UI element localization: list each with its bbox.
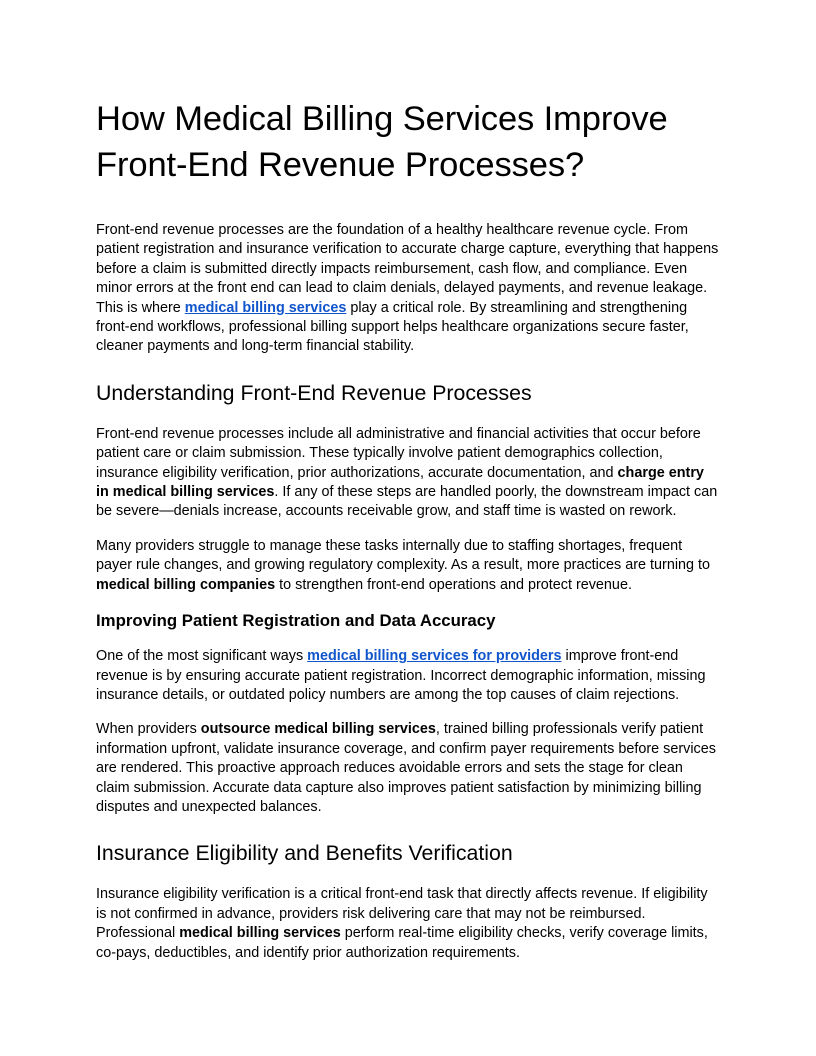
section2-paragraph-1 (96, 647, 720, 705)
title-line-2: Front-End Revenue Processes? (96, 146, 585, 184)
section3-p1-text-end: perform real-time eligibility checks, verify coverage limits, co-pays, deductibles, and identify prior authorization requirements. (96, 925, 708, 961)
section2-p2-text-start: When providers (96, 721, 201, 738)
section-heading-patient-registration: Improving Patient Registration and Data Accuracy (96, 611, 496, 631)
medical-billing-services-for-providers-link[interactable]: medical billing services for providers (307, 648, 562, 665)
section3-paragraph-1 (96, 885, 720, 963)
section2-p1-text-start: One of the most significant ways (96, 648, 308, 665)
section1-paragraph-2 (96, 537, 720, 595)
intro-text-start: Front-end revenue processes are the foundation of a healthy healthcare revenue cycle. From patient registration and insurance verification to accurate charge capture, everything that happens before a claim is submitted directly impacts reimbursement, cash flow, and compliance. Even minor errors at the front end can lead to claim denials, delayed payments, and revenue leakage. This is where (96, 222, 719, 316)
section2-paragraph-2 (96, 720, 720, 817)
section3-p1-text-start: Insurance eligibility verification is a critical front-end task that directly affects revenue. If eligibility is not confirmed in advance, providers risk delivering care that may not be reimbursed. Professional (96, 886, 708, 942)
section1-p2-bold: medical billing companies (96, 576, 276, 593)
page-title (96, 96, 720, 188)
intro-text-end: play a critical role. By streamlining and strengthening front-end workflows, professional billing support helps healthcare organizations secure faster, cleaner payments and long-term financial stability. (96, 299, 689, 355)
section1-paragraph-1 (96, 425, 720, 522)
section1-p2-text-end: to strengthen front-end operations and protect revenue. (275, 576, 632, 593)
section-heading-insurance-eligibility: Insurance Eligibility and Benefits Verification (96, 841, 513, 866)
section2-p2-text-end: , trained billing professionals verify patient information upfront, validate insurance coverage, and confirm payer requirements before services are rendered. This proactive approach reduces avoidable errors and sets the stage for clean claim submission. Accurate data capture also improves patient satisfaction by minimizing billing disputes and unexpected balances. (96, 721, 716, 815)
section3-p1-bold: medical billing services (179, 925, 341, 942)
section1-p1-text-start: Front-end revenue processes include all administrative and financial activities that occur before patient care or claim submission. These typically involve patient demographics collection, insurance eligibility verification, prior authorizations, accurate documentation, and (96, 425, 701, 481)
section1-p1-text-end: . If any of these steps are handled poorly, the downstream impact can be severe—denials increase, accounts receivable grow, and staff time is wasted on rework. (96, 484, 718, 520)
section1-p2-text-start: Many providers struggle to manage these tasks internally due to staffing shortages, frequent payer rule changes, and growing regulatory complexity. As a result, more practices are turning to (96, 537, 711, 574)
section2-p2-bold: outsource medical billing services (200, 721, 436, 738)
section1-p1-bold: charge entry in medical billing services (96, 464, 704, 501)
medical-billing-services-link[interactable]: medical billing services (184, 299, 347, 316)
section-heading-understanding: Understanding Front-End Revenue Processes (96, 380, 532, 405)
section2-p1-text-end: improve front-end revenue is by ensuring accurate patient registration. Incorrect demographic information, missing insurance details, or outdated policy numbers are among the top causes of claim rejections. (96, 648, 706, 703)
intro-paragraph (96, 221, 720, 357)
title-line-1: How Medical Billing Services Improve (96, 100, 668, 138)
